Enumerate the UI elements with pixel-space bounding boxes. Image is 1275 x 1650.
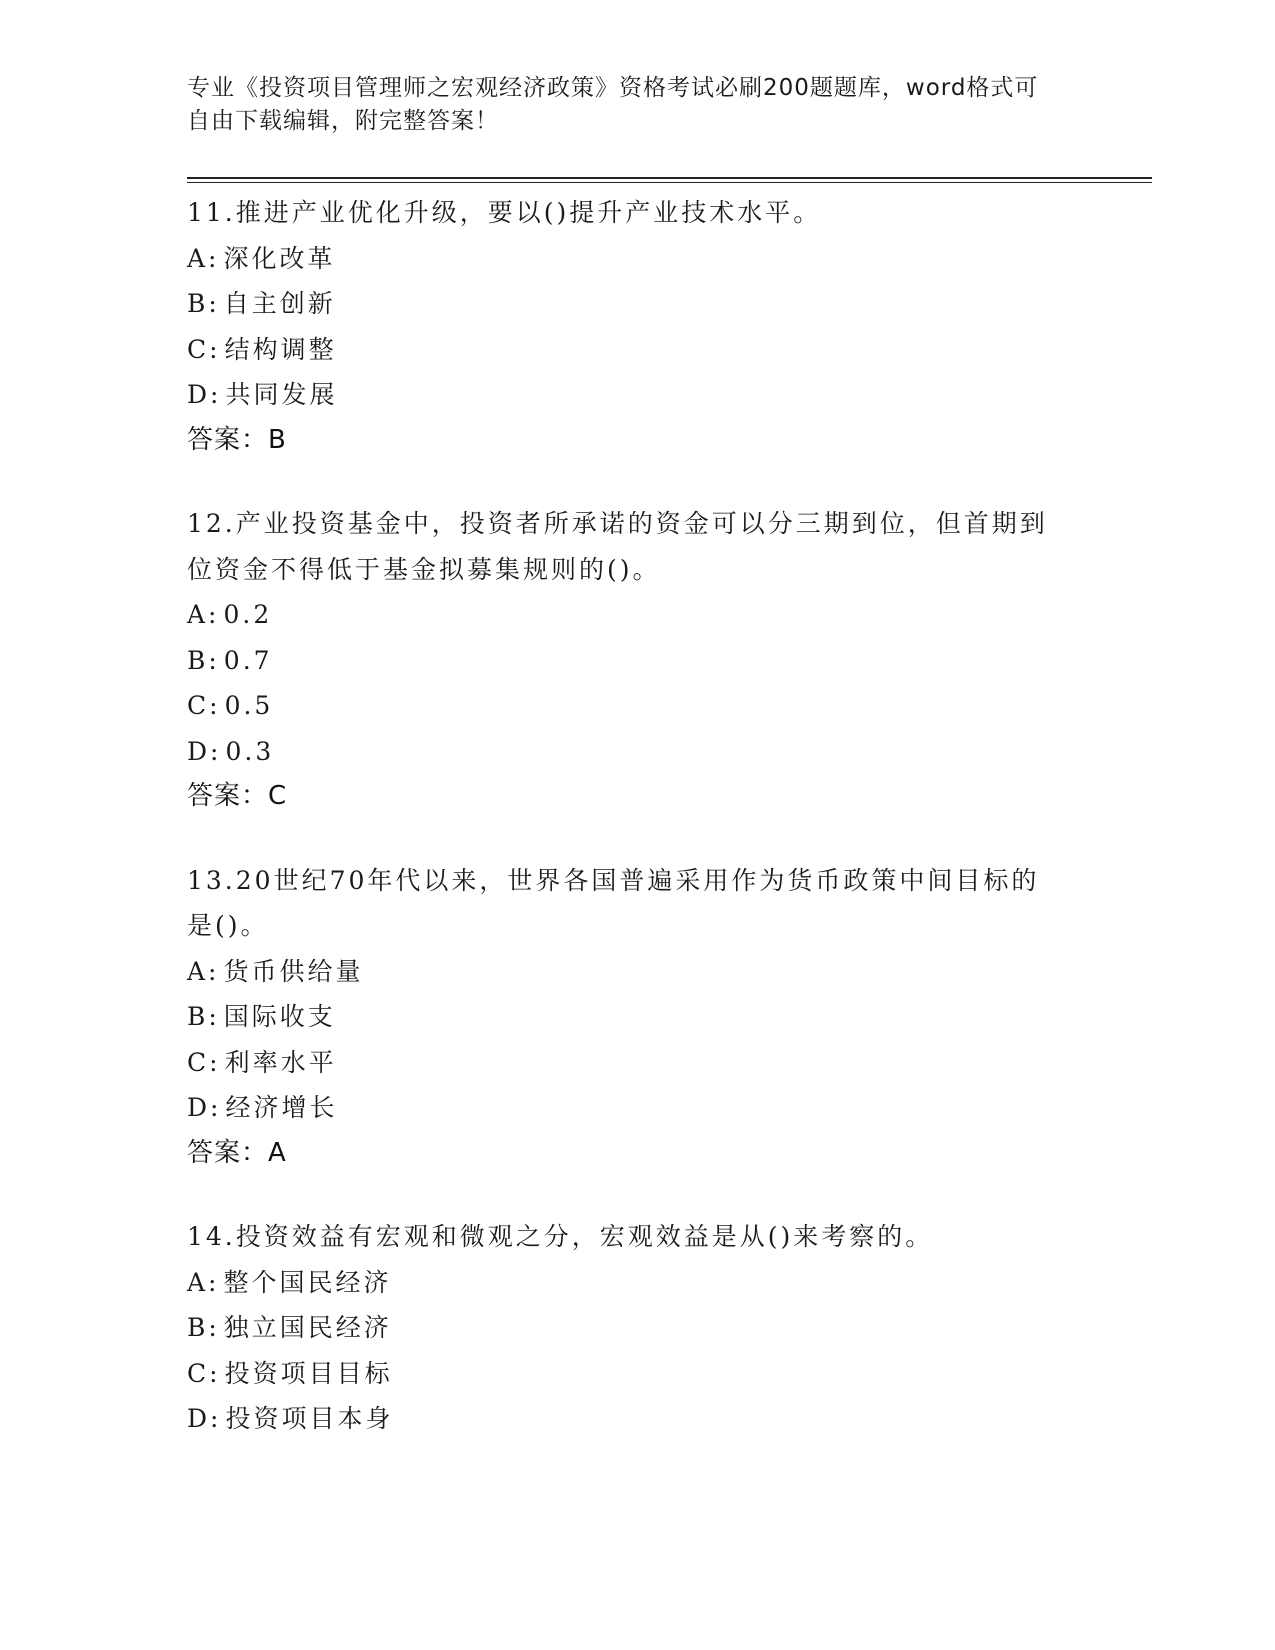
answer-option (187, 1305, 1087, 1351)
option-text: 0.3 (225, 736, 275, 766)
option-key: A: (187, 956, 220, 986)
header-line-1: 专业《投资项目管理师之宏观经济政策》资格考试必刷200题题库，word格式可 (187, 75, 1039, 101)
option-text: 投资项目本身 (225, 1404, 394, 1433)
option-text: 0.7 (223, 645, 273, 675)
option-key: D: (187, 1093, 222, 1122)
answer-option (187, 1260, 1087, 1306)
option-key: C: (187, 1358, 221, 1388)
answer-option (187, 327, 1087, 373)
option-text: 共同发展 (225, 380, 338, 409)
option-text: 整个国民经济 (223, 1267, 392, 1297)
option-text: 独立国民经济 (223, 1313, 392, 1342)
answer-option (187, 592, 1087, 638)
answer-option (187, 994, 1087, 1040)
answer-option (187, 1396, 1087, 1442)
header-divider-thick (187, 177, 1152, 179)
option-text: 自主创新 (223, 289, 336, 318)
answer-key: 答案：A (187, 1137, 287, 1168)
option-text: 0.5 (224, 691, 274, 720)
answer-option (187, 236, 1087, 282)
document-header (187, 72, 1087, 138)
option-key: D: (187, 380, 222, 409)
answer-option (187, 281, 1087, 327)
answer-option (187, 372, 1087, 418)
answer-key: 答案：C (187, 781, 288, 811)
option-key: B: (187, 1002, 220, 1031)
option-text: 经济增长 (225, 1093, 338, 1122)
option-key: B: (187, 1313, 220, 1342)
option-key: D: (187, 1404, 222, 1433)
answer-option (187, 638, 1087, 684)
option-key: D: (187, 736, 222, 766)
option-key: B: (187, 289, 220, 318)
option-text: 深化改革 (223, 243, 336, 273)
option-key: A: (187, 243, 220, 273)
option-text: 投资项目目标 (224, 1358, 393, 1388)
option-key: A: (187, 600, 220, 629)
option-key: C: (187, 1047, 221, 1077)
question-stem-line: 11.推进产业优化升级，要以()提升产业技术水平。 (187, 198, 822, 227)
answer-option (187, 1351, 1087, 1397)
answer-option (187, 949, 1087, 995)
question-stem-line: 是()。 (187, 911, 269, 940)
question-item (187, 501, 1087, 820)
question-item (187, 190, 1087, 463)
answer-key: 答案：B (187, 424, 287, 455)
answer-option (187, 729, 1087, 775)
question-item (187, 858, 1087, 1177)
option-key: B: (187, 645, 220, 675)
option-key: A: (187, 1267, 220, 1297)
option-key: C: (187, 334, 221, 364)
option-text: 国际收支 (223, 1002, 336, 1031)
option-text: 结构调整 (224, 334, 337, 364)
option-text: 货币供给量 (223, 956, 364, 986)
option-key: C: (187, 691, 221, 720)
answer-option (187, 683, 1087, 729)
header-divider-thin (187, 182, 1152, 183)
question-stem-line: 14.投资效益有宏观和微观之分，宏观效益是从()来考察的。 (187, 1222, 934, 1251)
option-text: 利率水平 (224, 1047, 337, 1077)
answer-option (187, 1040, 1087, 1086)
question-stem-line: 12.产业投资基金中，投资者所承诺的资金可以分三期到位，但首期到 (187, 509, 1048, 538)
header-line-2: 自由下载编辑，附完整答案！ (187, 108, 499, 134)
option-text: 0.2 (223, 600, 273, 629)
question-stem-line: 13.20世纪70年代以来，世界各国普遍采用作为货币政策中间目标的 (187, 865, 1040, 895)
answer-option (187, 1085, 1087, 1131)
question-list (187, 190, 1087, 1480)
question-item (187, 1214, 1087, 1442)
question-stem-line: 位资金不得低于基金拟募集规则的()。 (187, 554, 661, 584)
